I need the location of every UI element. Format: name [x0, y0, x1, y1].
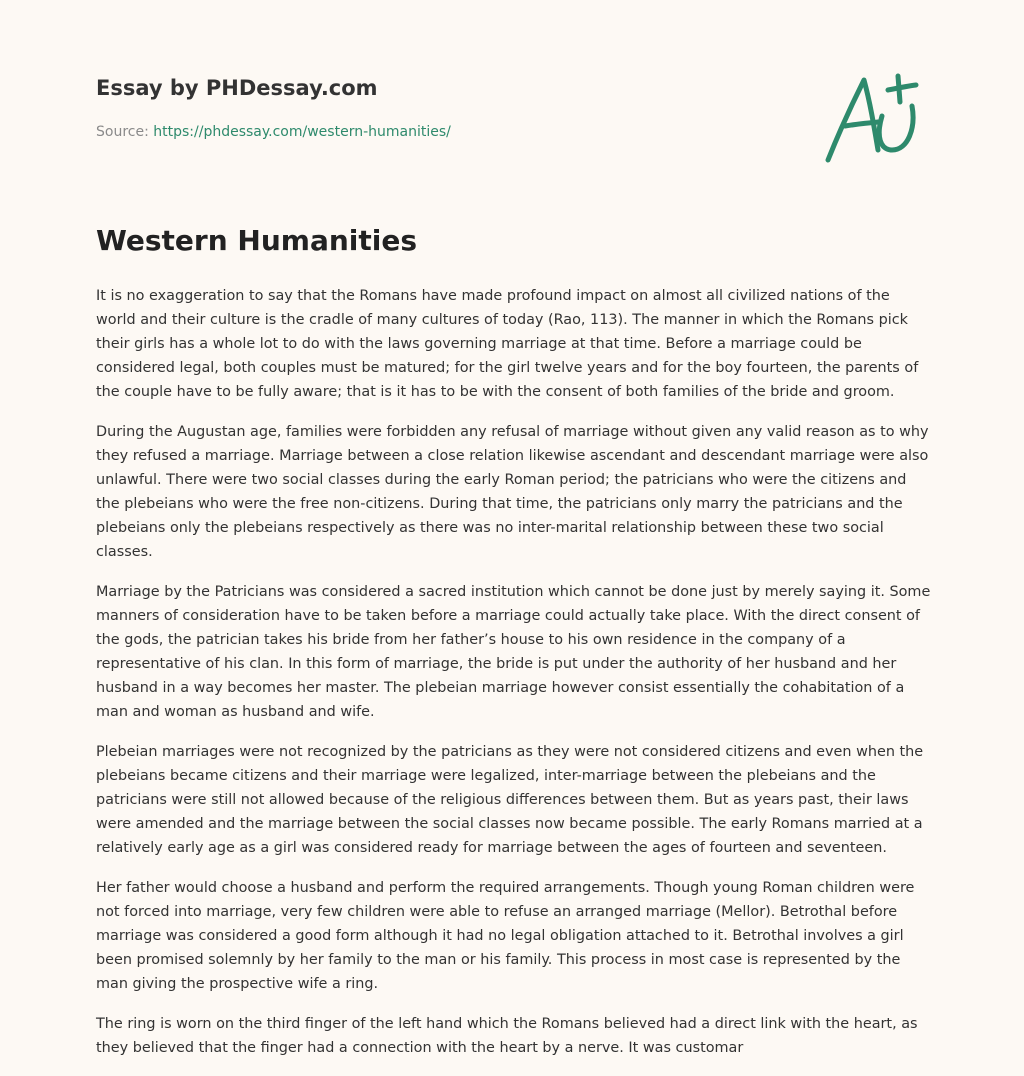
paragraph: The ring is worn on the third finger of the left hand which the Romans believed had a direct link with the heart, as they believed that the finger had a connection with the heart by a nerve. It was customar [96, 1016, 918, 1056]
article-title: Western Humanities [96, 224, 418, 257]
source-line [96, 124, 451, 140]
a-plus-icon [818, 66, 928, 166]
source-link[interactable]: https://phdessay.com/western-humanities/ [153, 124, 451, 140]
source-label: Source: [96, 124, 154, 140]
article-body [96, 284, 932, 1076]
paragraph: Plebeian marriages were not recognized by the patricians as they were not considered citizens and even when the plebeians became citizens and their marriage were legalized, inter-marriage between the plebeians and the patricians were still not allowed because of the religious differences between them. But as years past, their laws were amended and the marriage between the social classes now became possible. The early Romans married at a relatively early age as a girl was considered ready for marriage between the ages of fourteen and seventeen. [96, 744, 924, 856]
paragraph: During the Augustan age, families were forbidden any refusal of marriage without given any valid reason as to why they refused a marriage. Marriage between a close relation likewise ascendant and descendant marriage were also unlawful. There were two social classes during the early Roman period; the patricians who were the citizens and the plebeians who were the free non-citizens. During that time, the patricians only marry the patricians and the plebeians only the plebeians respectively as there was no inter-marital relationship between these two social classes. [96, 424, 929, 560]
essay-page [96, 0, 936, 1076]
paragraph: Her father would choose a husband and perform the required arrangements. Though young Roman children were not forced into marriage, very few children were able to refuse an arranged marriage (Mellor). Betrothal before marriage was considered a good form although it had no legal obligation attached to it. Betrothal involves a girl been promised solemnly by her family to the man or his family. This process in most case is represented by the man giving the prospective wife a ring. [96, 880, 915, 992]
paragraph: Marriage by the Patricians was considered a sacred institution which cannot be done just by merely saying it. Some manners of consideration have to be taken before a marriage could actually take place. With the direct consent of the gods, the patrician takes his bride from her father’s house to his own residence in the company of a representative of his clan. In this form of marriage, the bride is put under the authority of her husband and her husband in a way becomes her master. The plebeian marriage however consist essentially the cohabitation of a man and woman as husband and wife. [96, 584, 931, 720]
site-brand: Essay by PHDessay.com [96, 76, 378, 100]
paragraph: It is no exaggeration to say that the Romans have made profound impact on almost all civilized nations of the world and their culture is the cradle of many cultures of today (Rao, 113). The manner in which the Romans pick their girls has a whole lot to do with the laws governing marriage at that time. Before a marriage could be considered legal, both couples must be matured; for the girl twelve years and for the boy fourteen, the parents of the couple have to be fully aware; that is it has to be with the consent of both families of the bride and groom. [96, 288, 919, 400]
